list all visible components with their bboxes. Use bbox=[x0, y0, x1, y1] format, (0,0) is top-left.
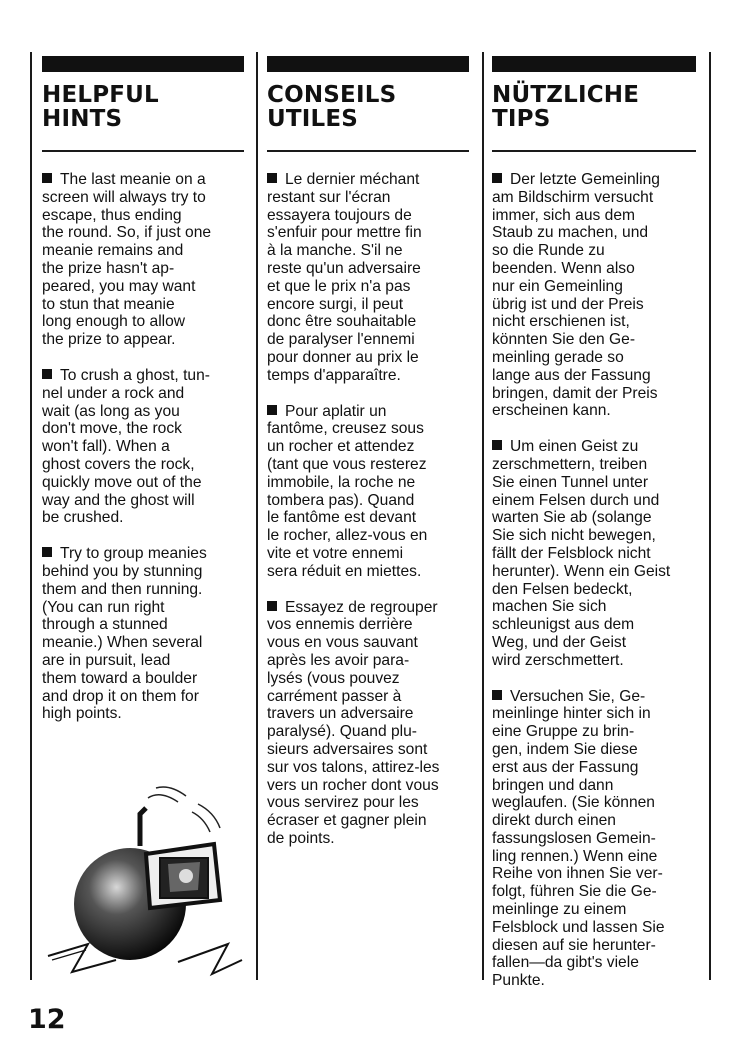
column-title: CONSEILS UTILES bbox=[267, 82, 397, 132]
column-divider-right bbox=[709, 52, 711, 980]
bullet-square-icon bbox=[42, 547, 52, 557]
column-divider-1 bbox=[256, 52, 258, 980]
hint-paragraph: Der letzte Gemeinling am Bildschirm versucht immer, sich aus dem Staub zu machen, und so die Runde zu beenden. Wenn also nur ein Gemeinling übrig ist und der Preis nicht erschienen ist, könnten Sie den Ge- meinling gerade so lange aus der Fassung bringen, damit der Preis erscheinen kann. bbox=[492, 171, 660, 420]
bullet-square-icon bbox=[267, 173, 277, 183]
page-number: 12 bbox=[28, 1004, 66, 1035]
column-title: HELPFUL HINTS bbox=[42, 82, 159, 132]
bullet-square-icon bbox=[492, 173, 502, 183]
title-rule bbox=[42, 150, 244, 152]
bullet-square-icon bbox=[492, 690, 502, 700]
bullet-square-icon bbox=[267, 405, 277, 415]
hint-paragraph: Try to group meanies behind you by stunning them and then running. (You can run right through a stunned meanie.) When several are in pursuit, lead them toward a boulder and drop it on them for high points. bbox=[42, 545, 207, 723]
bullet-square-icon bbox=[42, 173, 52, 183]
column-french bbox=[267, 56, 469, 866]
column-divider-2 bbox=[482, 52, 484, 980]
column-german bbox=[492, 56, 696, 1008]
bullet-square-icon bbox=[267, 601, 277, 611]
bomb-character-illustration bbox=[28, 784, 250, 985]
title-rule bbox=[267, 150, 469, 152]
hint-paragraph: Versuchen Sie, Ge- meinlinge hinter sich in eine Gruppe zu brin- gen, indem Sie diese erst aus der Fassung bringen und dann weglaufen. (Sie können direkt durch einen fassungslosen Gemein- ling rennen.) Wenn eine Reihe von ihnen Sie ver- folgt, führen Sie die Ge- meinlinge zu einem Felsblock und lassen Sie diesen auf sie herunter- fallen—da gibt's viele Punkte. bbox=[492, 687, 665, 990]
column-top-bar bbox=[492, 56, 696, 72]
column-english bbox=[42, 56, 244, 741]
column-top-bar bbox=[267, 56, 469, 72]
column-top-bar bbox=[42, 56, 244, 72]
hint-paragraph: Pour aplatir un fantôme, creusez sous un rocher et attendez (tant que vous resterez immobile, la roche ne tombera pas). Quand le fantôme est devant le rocher, allez-vous en vite et votre ennemi sera réduit en miettes. bbox=[267, 402, 428, 580]
hint-paragraph: To crush a ghost, tun- nel under a rock and wait (as long as you don't move, the rock won't fall). When a ghost covers the rock, quickly move out of the way and the ghost will be crushed. bbox=[42, 366, 210, 527]
column-title: NÜTZLICHE TIPS bbox=[492, 82, 640, 132]
title-rule bbox=[492, 150, 696, 152]
bullet-square-icon bbox=[492, 440, 502, 450]
hint-paragraph: Essayez de regrouper vos ennemis derrière vous en vous sauvant après les avoir para- lysés (vous pouvez carrément passer à travers un adversaire paralysé). Quand plu- sieurs adversaires sont sur vos talons, attirez-les vers un rocher dont vous vous servirez pour les écraser et gagner plein de points. bbox=[267, 598, 440, 847]
hint-paragraph: Le dernier méchant restant sur l'écran essayera toujours de s'enfuir pour mettre fin à la manche. S'il ne reste qu'un adversaire et que le prix n'a pas encore surgi, il peut donc être souhaitable de paralyser l'ennemi pour donner au prix le temps d'apparaître. bbox=[267, 171, 422, 384]
hint-paragraph: Um einen Geist zu zerschmettern, treiben Sie einen Tunnel unter einem Felsen durch und warten Sie ab (solange Sie sich nicht bewegen, fällt der Felsblock nicht herunter). Wenn ein Geist den Felsen bedeckt, machen Sie sich schleunigst aus dem Weg, und der Geist wird zerschmettert. bbox=[492, 438, 671, 669]
hint-paragraph: The last meanie on a screen will always try to escape, thus ending the round. So, if just one meanie remains and the prize hasn't ap- peared, you may want to stun that meanie long enough to allow the prize to appear. bbox=[42, 171, 212, 349]
bullet-square-icon bbox=[42, 369, 52, 379]
